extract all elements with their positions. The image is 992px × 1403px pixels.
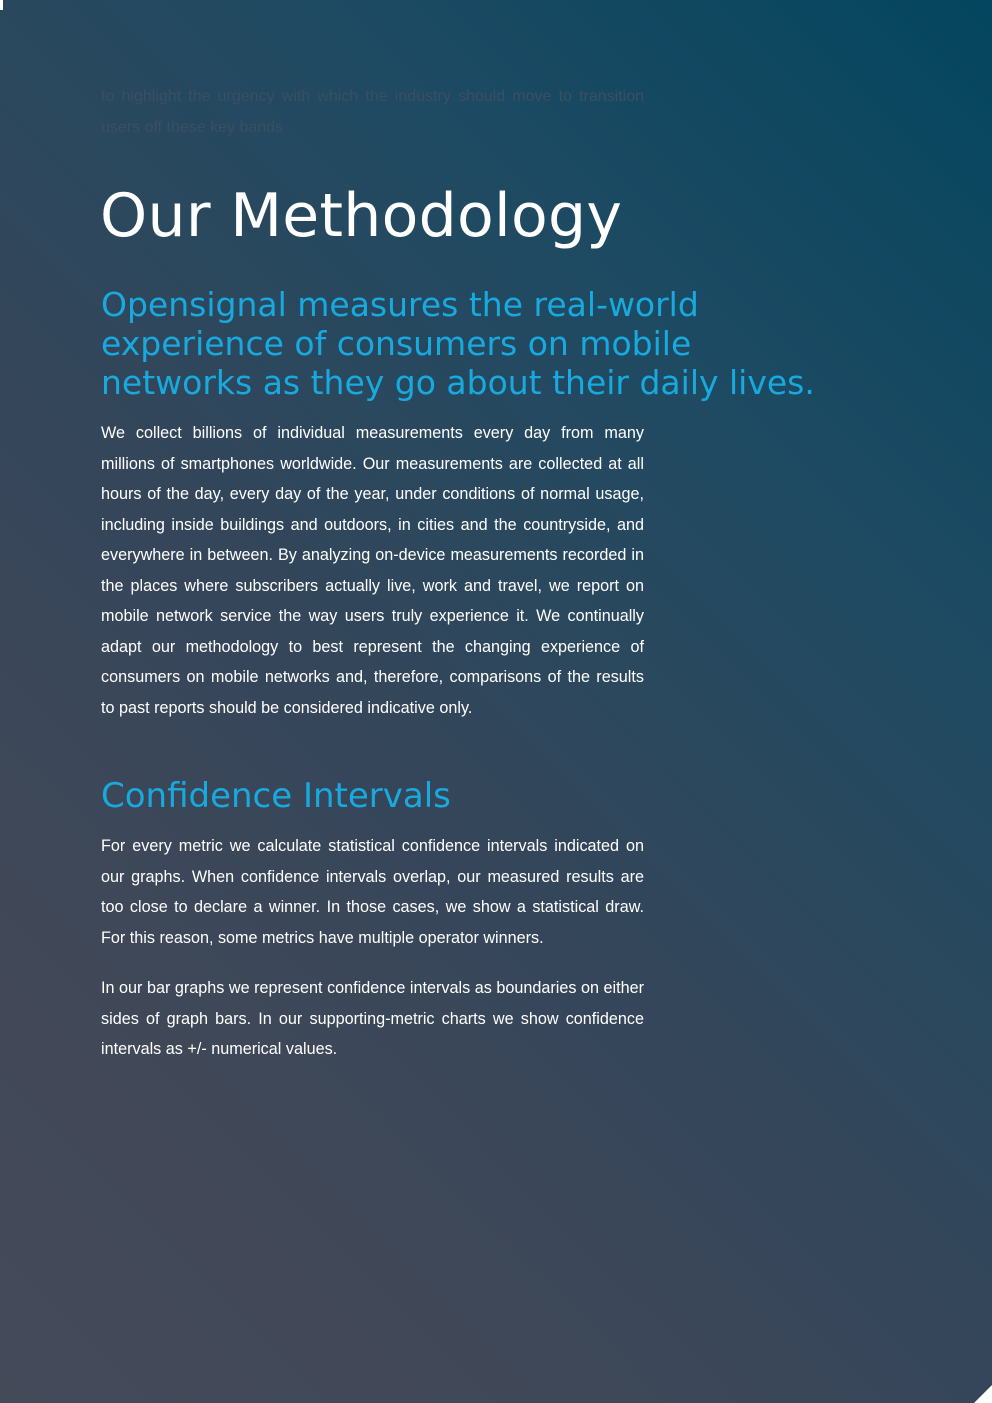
faded-previous-text: to highlight the urgency with which the industry should move to transition users off these key bands (101, 88, 644, 136)
section-heading-confidence-intervals: Confidence Intervals (101, 776, 451, 816)
bar-graphs-paragraph: In our bar graphs we represent confidence intervals as boundaries on either sides of graph bars. In our supporting-metric charts we show confidence intervals as +/- numerical values. (101, 979, 644, 1058)
subtitle-line: networks as they go about their daily lives. (101, 362, 815, 402)
page-title: Our Methodology (100, 181, 623, 251)
page-fold-corner (974, 1385, 992, 1403)
subtitle-line: Opensignal measures the real-world (101, 285, 699, 324)
page-subtitle (101, 286, 901, 402)
confidence-intervals-paragraph: For every metric we calculate statistical confidence intervals indicated on our graphs. When confidence intervals overlap, our measured results are too close to declare a winner. In those cases, we show a statistical draw. For this reason, some metrics have multiple operator winners. (101, 837, 644, 947)
page-corner-mark (0, 0, 3, 10)
methodology-paragraph: We collect billions of individual measurements every day from many millions of smartphones worldwide. Our measurements are collected at all hours of the day, every day of the year, under conditions of normal usage, including inside buildings and outdoors, in cities and the countryside, and everywhere in between. By analyzing on-device measurements recorded in the places where subscribers actually live, work and travel, we report on mobile network service the way users truly experience it. We continually adapt our methodology to best represent the changing experience of consumers on mobile networks and, therefore, comparisons of the results to past reports should be considered indicative only. (101, 424, 644, 717)
subtitle-line: experience of consumers on mobile (101, 323, 692, 363)
